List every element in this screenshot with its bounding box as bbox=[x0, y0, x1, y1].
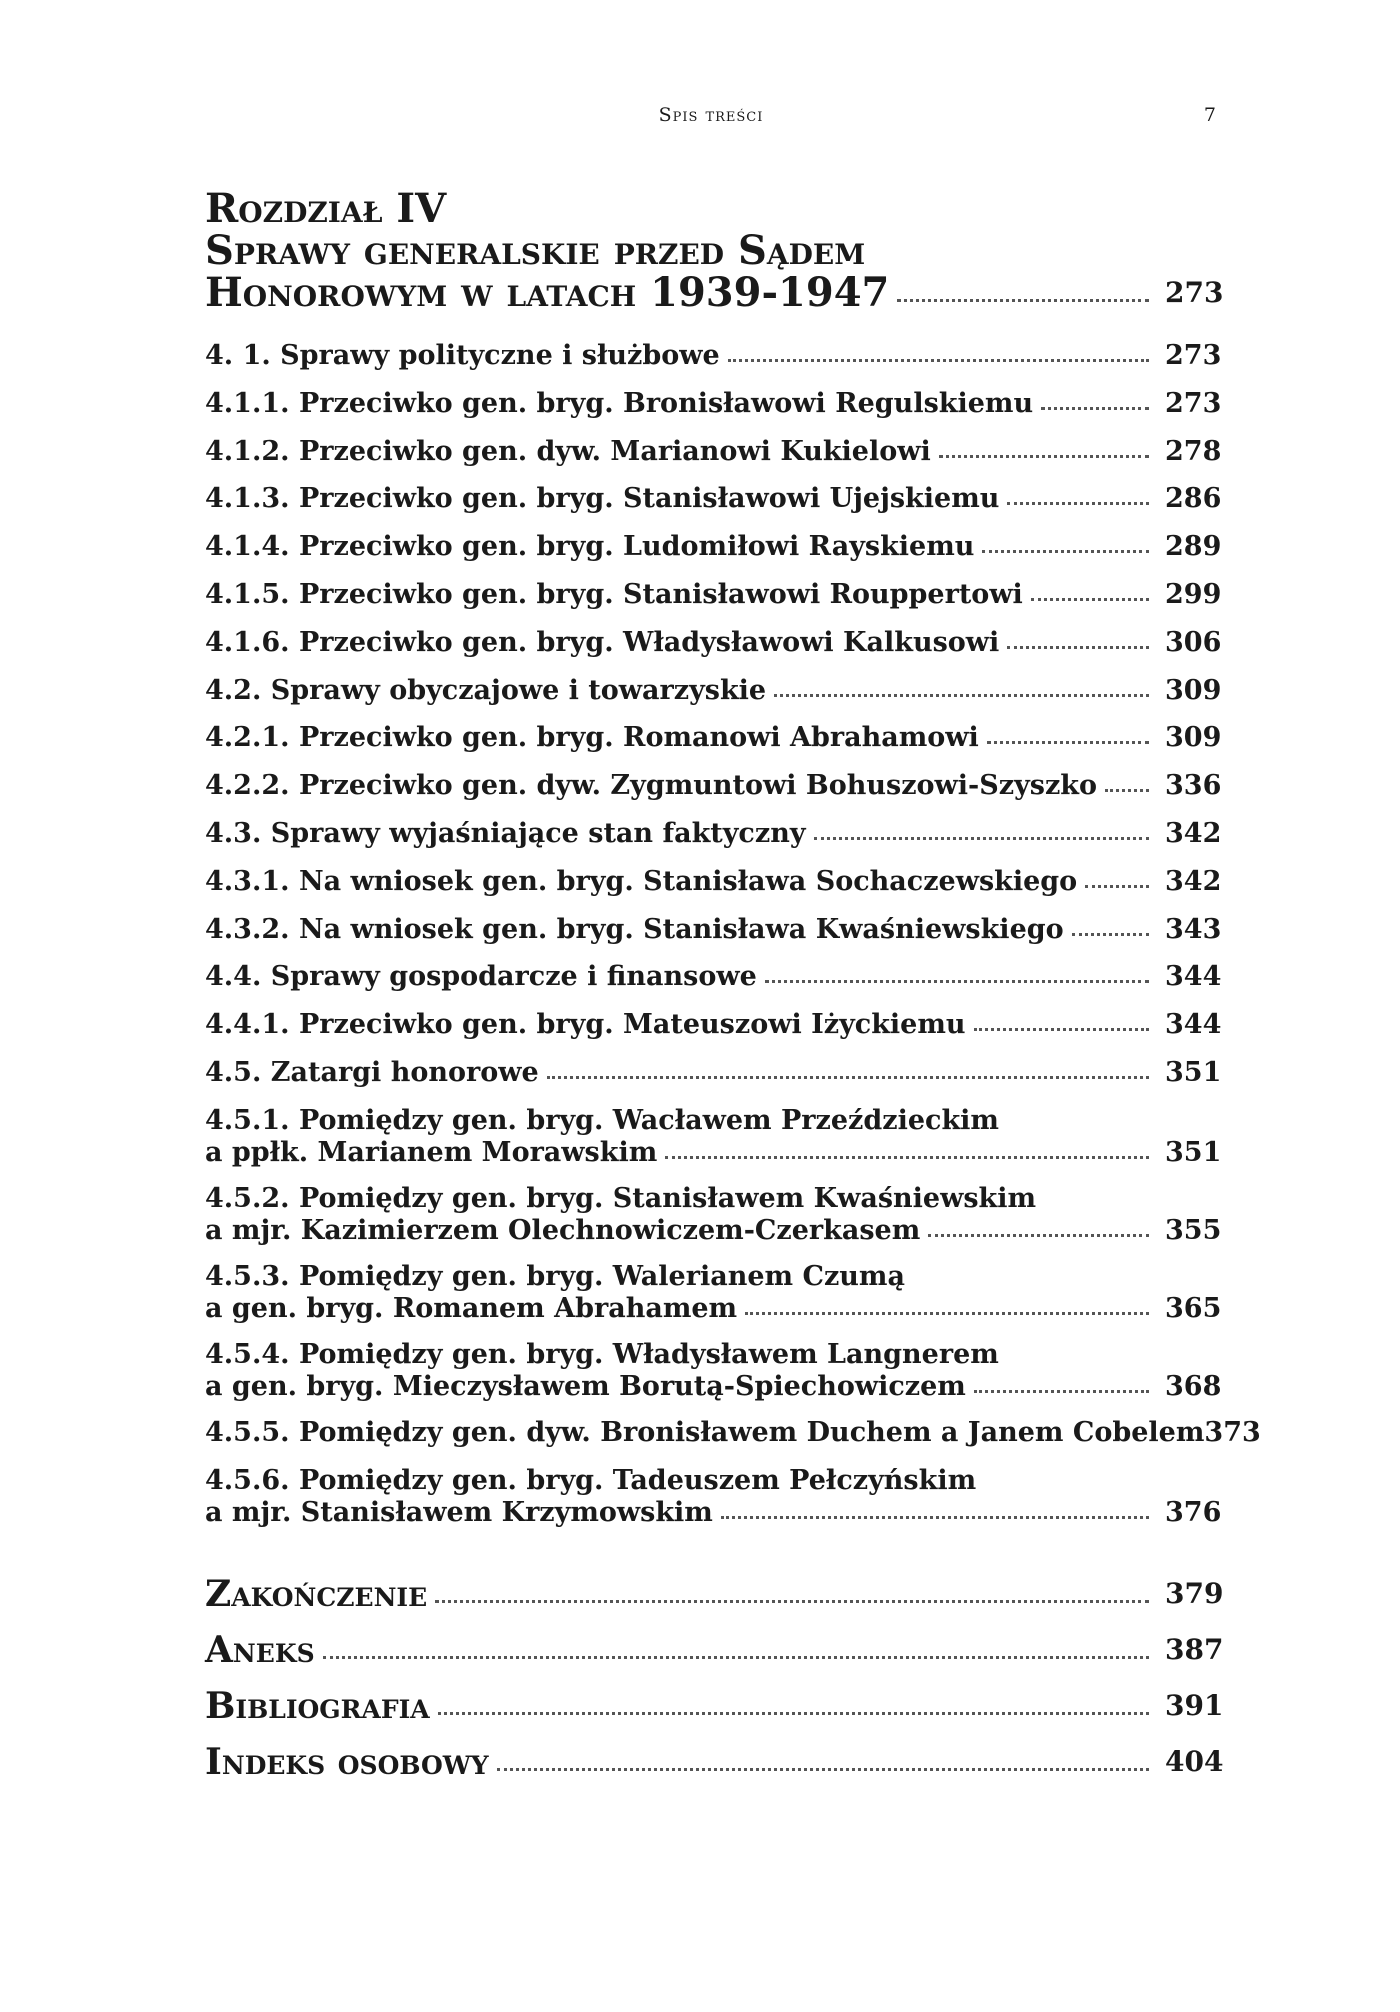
toc-entry-label-line-2: a gen. bryg. Romanem Abrahamem bbox=[205, 1292, 738, 1324]
toc-entry-page: 306 bbox=[1165, 626, 1222, 658]
toc-entry-page: 309 bbox=[1165, 674, 1222, 706]
toc-entry-label: 4.3.2. Na wniosek gen. bryg. Stanisława Kwaśniewskiego bbox=[205, 913, 1064, 945]
endmatter-page: 404 bbox=[1165, 1744, 1224, 1778]
toc-entry bbox=[205, 1056, 1222, 1089]
endmatter-page: 387 bbox=[1165, 1632, 1224, 1666]
endmatter-label: Aneks bbox=[205, 1628, 315, 1671]
toc-entry-page: 278 bbox=[1165, 435, 1222, 467]
toc-entry bbox=[205, 626, 1222, 659]
dot-leader bbox=[438, 1711, 1149, 1715]
toc-entry-page: 342 bbox=[1165, 865, 1222, 897]
toc-entry-label: 4.1.2. Przeciwko gen. dyw. Marianowi Kukielowi bbox=[205, 435, 931, 467]
dot-leader bbox=[1072, 932, 1149, 936]
dot-leader bbox=[721, 1515, 1149, 1519]
dot-leader bbox=[897, 298, 1149, 302]
toc-entry-two-line bbox=[205, 1260, 1222, 1325]
toc-entry-label-line-2: a mjr. Stanisławem Krzymowskim bbox=[205, 1496, 713, 1528]
toc-entry-label: 4.1.3. Przeciwko gen. bryg. Stanisławowi Ujejskiemu bbox=[205, 483, 1000, 515]
dot-leader bbox=[1105, 788, 1149, 792]
toc-entry-page: 309 bbox=[1165, 722, 1222, 754]
toc-entry-page: 376 bbox=[1165, 1496, 1222, 1528]
toc-entry bbox=[205, 435, 1222, 468]
dot-leader bbox=[1007, 645, 1149, 649]
dot-leader bbox=[1007, 501, 1149, 505]
toc-entry bbox=[205, 674, 1222, 707]
dot-leader bbox=[814, 836, 1149, 840]
dot-leader bbox=[765, 979, 1149, 983]
toc-entry-page: 368 bbox=[1165, 1370, 1222, 1402]
toc-entry-two-line bbox=[205, 1104, 1222, 1169]
endmatter-entry bbox=[205, 1740, 1224, 1783]
toc-entry-label-line-2: a mjr. Kazimierzem Olechnowiczem-Czerkasem bbox=[205, 1214, 921, 1246]
chapter-title-line-2-entry bbox=[205, 269, 1224, 316]
toc-entry-page: 373 bbox=[1204, 1416, 1261, 1448]
toc-entry-page: 365 bbox=[1165, 1292, 1222, 1324]
toc-entry-label: 4.3. Sprawy wyjaśniające stan faktyczny bbox=[205, 817, 806, 849]
toc-entry-label: 4.1.6. Przeciwko gen. bryg. Władysławowi Kalkusowi bbox=[205, 626, 1000, 658]
dot-leader bbox=[745, 1311, 1149, 1315]
chapter-number: Rozdział IV bbox=[205, 185, 447, 232]
toc-entry-label: 4.1.4. Przeciwko gen. bryg. Ludomiłowi Rayskiemu bbox=[205, 531, 975, 563]
toc-entry-label: 4.5. Zatargi honorowe bbox=[205, 1056, 539, 1088]
toc-entry-label-line-2: a ppłk. Marianem Morawskim bbox=[205, 1136, 658, 1168]
toc-entry-page: 286 bbox=[1165, 483, 1222, 515]
endmatter-page: 391 bbox=[1165, 1688, 1224, 1722]
toc-entry bbox=[205, 817, 1222, 850]
toc-entry-label: 4.5.5. Pomiędzy gen. dyw. Bronisławem Duchem a Janem Cobelem bbox=[205, 1416, 1205, 1448]
toc-entry bbox=[205, 913, 1222, 946]
dot-leader bbox=[974, 1027, 1149, 1031]
running-head-title: Spis treści bbox=[658, 104, 764, 126]
toc-entry-page: 343 bbox=[1165, 913, 1222, 945]
toc-entry-label-line-1: 4.5.3. Pomiędzy gen. bryg. Walerianem Czumą bbox=[205, 1260, 905, 1292]
toc-entry-label-line-2: a gen. bryg. Mieczysławem Borutą-Spiechowiczem bbox=[205, 1370, 966, 1402]
endmatter-entry bbox=[205, 1684, 1224, 1727]
dot-leader bbox=[323, 1655, 1149, 1659]
dot-leader bbox=[939, 454, 1149, 458]
toc-entry bbox=[205, 578, 1222, 611]
chapter-title-line-1: Sprawy generalskie przed Sądem bbox=[205, 227, 866, 274]
sections-list bbox=[205, 340, 1261, 1529]
endmatter-entry bbox=[205, 1628, 1224, 1671]
toc-entry-page: 273 bbox=[1165, 387, 1222, 419]
endmatter-label: Zakończenie bbox=[205, 1572, 428, 1615]
endmatter-label: Indeks osobowy bbox=[205, 1740, 489, 1783]
dot-leader bbox=[1031, 597, 1149, 601]
toc-entry-label-line-1: 4.5.1. Pomiędzy gen. bryg. Wacławem Przeździeckim bbox=[205, 1104, 999, 1136]
toc-entry-label-line-1: 4.5.6. Pomiędzy gen. bryg. Tadeuszem Pełczyńskim bbox=[205, 1464, 977, 1496]
toc-entry-page: 344 bbox=[1165, 961, 1222, 993]
toc-entry bbox=[205, 483, 1222, 515]
toc-entry-label: 4.4.1. Przeciwko gen. bryg. Mateuszowi Iżyckiemu bbox=[205, 1009, 966, 1041]
toc-entry bbox=[205, 1416, 1261, 1449]
dot-leader bbox=[982, 549, 1149, 553]
dot-leader bbox=[435, 1599, 1149, 1603]
dot-leader bbox=[1085, 884, 1149, 888]
toc-entry bbox=[205, 1009, 1222, 1041]
dot-leader bbox=[547, 1075, 1149, 1079]
toc-entry bbox=[205, 340, 1222, 372]
dot-leader bbox=[974, 1389, 1149, 1393]
toc-entry-page: 351 bbox=[1165, 1136, 1222, 1168]
toc-entry-label: 4.2.2. Przeciwko gen. dyw. Zygmuntowi Bohuszowi-Szyszko bbox=[205, 770, 1098, 802]
page-number: 7 bbox=[1203, 104, 1217, 126]
dot-leader bbox=[665, 1155, 1149, 1159]
endmatter-label: Bibliografia bbox=[205, 1684, 430, 1727]
toc-entry-label: 4. 1. Sprawy polityczne i służbowe bbox=[205, 340, 720, 371]
toc-entry bbox=[205, 865, 1222, 898]
toc-entry-label: 4.2.1. Przeciwko gen. bryg. Romanowi Abrahamowi bbox=[205, 722, 979, 754]
toc-entry-label: 4.4. Sprawy gospodarcze i finansowe bbox=[205, 961, 757, 993]
chapter-page: 273 bbox=[1165, 276, 1224, 309]
toc-entry bbox=[205, 961, 1222, 993]
toc-entry-two-line bbox=[205, 1182, 1222, 1247]
toc-entry-page: 273 bbox=[1165, 340, 1222, 371]
toc-entry-two-line bbox=[205, 1338, 1222, 1403]
toc-entry-two-line bbox=[205, 1464, 1222, 1529]
chapter-title-line-2: Honorowym w latach 1939-1947 bbox=[205, 269, 890, 316]
endmatter-entry bbox=[205, 1572, 1224, 1615]
toc-entry-page: 289 bbox=[1165, 531, 1222, 563]
toc-entry-page: 344 bbox=[1165, 1009, 1222, 1041]
endmatter-list bbox=[205, 1572, 1224, 1783]
toc-entry bbox=[205, 531, 1222, 563]
dot-leader bbox=[497, 1767, 1149, 1771]
toc-entry bbox=[205, 722, 1222, 754]
dot-leader bbox=[987, 740, 1149, 744]
toc-entry-label-line-1: 4.5.4. Pomiędzy gen. bryg. Władysławem Langnerem bbox=[205, 1338, 999, 1370]
toc-entry bbox=[205, 770, 1222, 802]
toc-entry-page: 342 bbox=[1165, 817, 1222, 849]
toc-entry-label-line-1: 4.5.2. Pomiędzy gen. bryg. Stanisławem Kwaśniewskim bbox=[205, 1182, 1037, 1214]
toc-entry-label: 4.2. Sprawy obyczajowe i towarzyskie bbox=[205, 674, 767, 706]
dot-leader bbox=[774, 693, 1149, 697]
table-of-contents bbox=[205, 185, 1261, 1797]
toc-entry-label: 4.1.1. Przeciwko gen. bryg. Bronisławowi Regulskiemu bbox=[205, 387, 1034, 419]
toc-entry-page: 336 bbox=[1165, 770, 1222, 802]
dot-leader bbox=[928, 1233, 1149, 1237]
toc-entry-label: 4.1.5. Przeciwko gen. bryg. Stanisławowi Rouppertowi bbox=[205, 578, 1023, 610]
dot-leader bbox=[728, 358, 1149, 362]
toc-entry-page: 355 bbox=[1165, 1214, 1222, 1246]
toc-entry bbox=[205, 387, 1222, 420]
toc-entry-page: 351 bbox=[1165, 1056, 1222, 1088]
chapter-heading bbox=[205, 185, 1224, 316]
toc-entry-label: 4.3.1. Na wniosek gen. bryg. Stanisława Sochaczewskiego bbox=[205, 865, 1078, 897]
endmatter-page: 379 bbox=[1165, 1576, 1224, 1610]
toc-entry-page: 299 bbox=[1165, 578, 1222, 610]
dot-leader bbox=[1041, 406, 1149, 410]
